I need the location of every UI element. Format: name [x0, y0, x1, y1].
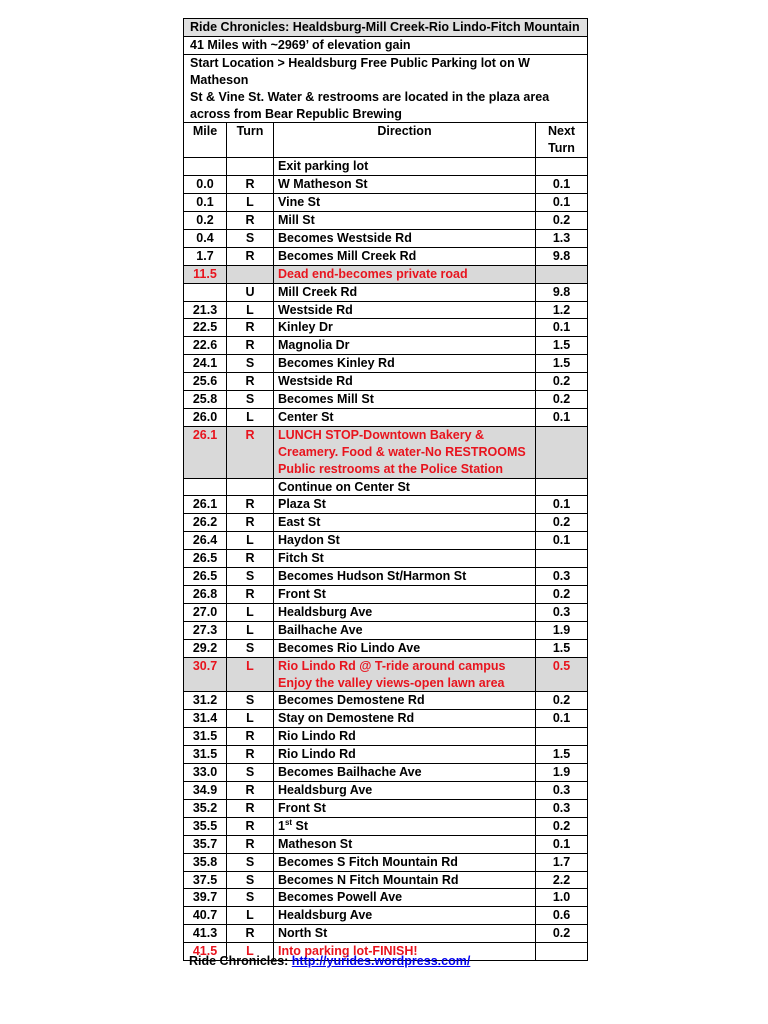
cue-sheet [183, 18, 587, 961]
cue-row [184, 586, 588, 604]
next-turn-cell: 0.2 [536, 586, 588, 604]
cue-row [184, 835, 588, 853]
direction-line: Becomes Bailhache Ave [278, 765, 422, 780]
mile-cell: 25.6 [184, 373, 227, 391]
turn-cell [227, 265, 274, 283]
cue-row [184, 621, 588, 639]
next-turn-cell: 1.9 [536, 621, 588, 639]
direction-cell [274, 373, 536, 391]
next-turn-cell: 2.2 [536, 871, 588, 889]
mile-cell: 31.5 [184, 746, 227, 764]
direction-line: Becomes Mill St [278, 392, 374, 407]
direction-line: Center St [278, 409, 334, 424]
direction-cell [274, 478, 536, 496]
col-header-next-turn [536, 123, 588, 158]
direction-cell [274, 496, 536, 514]
direction-line: Mill Creek Rd [278, 284, 358, 299]
direction-cell [274, 586, 536, 604]
col-header-turn: Turn [227, 123, 274, 158]
next-turn-cell: 0.2 [536, 514, 588, 532]
mile-cell: 41.5 [184, 943, 227, 961]
next-turn-cell: 1.9 [536, 764, 588, 782]
mile-cell [184, 283, 227, 301]
direction-cell [274, 391, 536, 409]
direction-cell [274, 408, 536, 426]
direction-cell [274, 158, 536, 176]
start-location-row [184, 54, 588, 123]
direction-cell [274, 907, 536, 925]
next-turn-cell: 1.5 [536, 639, 588, 657]
direction-line: Kinley Dr [278, 320, 333, 335]
next-turn-cell: 1.0 [536, 889, 588, 907]
cue-row [184, 746, 588, 764]
next-turn-cell [536, 943, 588, 961]
next-turn-cell: 0.1 [536, 176, 588, 194]
turn-cell: R [227, 247, 274, 265]
cue-row [184, 532, 588, 550]
mile-cell: 21.3 [184, 301, 227, 319]
next-turn-cell: 0.1 [536, 194, 588, 212]
cue-row [184, 550, 588, 568]
direction-line: Front St [278, 587, 326, 601]
ride-summary: 41 Miles with ~2969’ of elevation gain [184, 36, 588, 54]
turn-cell: S [227, 871, 274, 889]
mile-cell: 35.5 [184, 817, 227, 835]
mile-cell [184, 158, 227, 176]
turn-cell: R [227, 426, 274, 478]
mile-cell: 39.7 [184, 889, 227, 907]
direction-line: Becomes Powell Ave [278, 890, 403, 905]
mile-cell: 31.4 [184, 710, 227, 728]
mile-cell: 26.5 [184, 568, 227, 586]
cue-row [184, 408, 588, 426]
next-turn-cell: 1.5 [536, 337, 588, 355]
direction-line: LUNCH STOP-Downtown Bakery & [278, 427, 485, 442]
next-turn-cell: 0.2 [536, 391, 588, 409]
mile-cell: 33.0 [184, 764, 227, 782]
direction-line: Becomes Mill Creek Rd [278, 248, 417, 263]
cue-row [184, 764, 588, 782]
turn-cell: R [227, 373, 274, 391]
footer [189, 954, 470, 968]
cue-row [184, 194, 588, 212]
blog-link[interactable]: http://yurides.wordpress.com/ [291, 954, 471, 968]
cue-row [184, 265, 588, 283]
next-turn-cell: 0.2 [536, 692, 588, 710]
next-turn-cell: 0.5 [536, 657, 588, 692]
direction-line: Becomes Kinley Rd [278, 356, 395, 371]
turn-cell: R [227, 337, 274, 355]
turn-cell: R [227, 586, 274, 604]
next-turn-cell: 0.2 [536, 373, 588, 391]
next-turn-cell: 0.2 [536, 211, 588, 229]
cue-row [184, 907, 588, 925]
direction-line: Into parking lot-FINISH! [278, 944, 418, 959]
cue-row [184, 391, 588, 409]
direction-line: 1st St [278, 817, 309, 833]
next-turn-cell [536, 426, 588, 478]
mile-cell: 0.0 [184, 176, 227, 194]
turn-cell: R [227, 319, 274, 337]
turn-cell: L [227, 532, 274, 550]
direction-line: Bailhache Ave [278, 622, 363, 637]
direction-line: Rio Lindo Rd [278, 747, 356, 762]
direction-cell [274, 692, 536, 710]
next-turn-cell: 0.1 [536, 710, 588, 728]
direction-line: Becomes Demostene Rd [278, 693, 425, 708]
turn-cell: R [227, 550, 274, 568]
mile-cell: 26.1 [184, 426, 227, 478]
cue-row [184, 657, 588, 692]
cue-row [184, 514, 588, 532]
col-header-next-line: Next [547, 124, 576, 139]
cue-row [184, 247, 588, 265]
turn-cell: S [227, 229, 274, 247]
cue-row [184, 728, 588, 746]
direction-line: Stay on Demostene Rd [278, 711, 415, 726]
cue-row [184, 337, 588, 355]
mile-cell: 35.7 [184, 835, 227, 853]
mile-cell [184, 478, 227, 496]
turn-cell [227, 478, 274, 496]
direction-line: Plaza St [278, 497, 326, 512]
cue-row [184, 478, 588, 496]
direction-line: Becomes Westside Rd [278, 230, 412, 245]
direction-cell [274, 265, 536, 283]
cue-row [184, 799, 588, 817]
direction-cell [274, 355, 536, 373]
direction-line: Vine St [278, 195, 321, 210]
direction-cell [274, 781, 536, 799]
turn-cell: S [227, 889, 274, 907]
direction-line: Becomes Rio Lindo Ave [278, 640, 421, 655]
cue-row [184, 853, 588, 871]
next-turn-cell: 1.5 [536, 355, 588, 373]
mile-cell: 29.2 [184, 639, 227, 657]
start-location [184, 54, 588, 123]
next-turn-cell: 9.8 [536, 283, 588, 301]
direction-cell [274, 247, 536, 265]
cue-row [184, 692, 588, 710]
turn-cell: S [227, 692, 274, 710]
col-header-next-line: Turn [548, 141, 575, 156]
cue-row [184, 355, 588, 373]
mile-cell: 31.5 [184, 728, 227, 746]
direction-line: Haydon St [278, 533, 340, 548]
turn-cell: R [227, 176, 274, 194]
direction-line: Exit parking lot [278, 159, 369, 174]
direction-cell [274, 319, 536, 337]
cue-row [184, 158, 588, 176]
turn-cell: L [227, 907, 274, 925]
next-turn-cell [536, 158, 588, 176]
turn-cell: R [227, 496, 274, 514]
cue-row [184, 301, 588, 319]
cue-row [184, 871, 588, 889]
next-turn-cell: 0.2 [536, 925, 588, 943]
direction-cell [274, 603, 536, 621]
direction-cell [274, 211, 536, 229]
direction-line: Healdsburg Ave [278, 604, 373, 619]
cue-row [184, 925, 588, 943]
direction-cell [274, 532, 536, 550]
direction-line: Front St [278, 800, 326, 815]
turn-cell: L [227, 301, 274, 319]
cue-row [184, 603, 588, 621]
turn-cell: S [227, 391, 274, 409]
turn-cell: R [227, 746, 274, 764]
direction-cell [274, 817, 536, 835]
next-turn-cell: 0.1 [536, 319, 588, 337]
mile-cell: 34.9 [184, 781, 227, 799]
direction-cell [274, 283, 536, 301]
mile-cell: 27.0 [184, 603, 227, 621]
turn-cell: S [227, 568, 274, 586]
mile-cell: 41.3 [184, 925, 227, 943]
cue-row [184, 496, 588, 514]
turn-cell: S [227, 639, 274, 657]
mile-cell: 26.0 [184, 408, 227, 426]
direction-line: Magnolia Dr [278, 338, 350, 353]
mile-cell: 25.8 [184, 391, 227, 409]
direction-cell [274, 229, 536, 247]
mile-cell: 11.5 [184, 265, 227, 283]
direction-cell [274, 194, 536, 212]
turn-cell: R [227, 925, 274, 943]
cue-row [184, 817, 588, 835]
mile-cell: 27.3 [184, 621, 227, 639]
next-turn-cell: 0.3 [536, 799, 588, 817]
col-header-direction: Direction [274, 123, 536, 158]
cue-row [184, 426, 588, 478]
sheet-title: Ride Chronicles: Healdsburg-Mill Creek-Rio Lindo-Fitch Mountain [184, 19, 588, 37]
mile-cell: 24.1 [184, 355, 227, 373]
direction-cell [274, 639, 536, 657]
turn-cell: S [227, 355, 274, 373]
turn-cell: R [227, 799, 274, 817]
direction-cell [274, 925, 536, 943]
next-turn-cell: 0.6 [536, 907, 588, 925]
mile-cell: 26.4 [184, 532, 227, 550]
direction-line: W Matheson St [278, 177, 368, 192]
direction-cell [274, 764, 536, 782]
next-turn-cell: 1.7 [536, 853, 588, 871]
cue-row [184, 781, 588, 799]
direction-line: Rio Lindo Rd [278, 729, 356, 744]
cue-row [184, 211, 588, 229]
direction-cell [274, 550, 536, 568]
col-header-mile: Mile [184, 123, 227, 158]
mile-cell: 1.7 [184, 247, 227, 265]
start-location-line: Start Location > Healdsburg Free Public Parking lot on W Matheson [190, 55, 530, 87]
direction-cell [274, 710, 536, 728]
mile-cell: 37.5 [184, 871, 227, 889]
turn-cell: L [227, 408, 274, 426]
mile-cell: 22.6 [184, 337, 227, 355]
next-turn-cell: 0.1 [536, 408, 588, 426]
summary-row [184, 36, 588, 54]
mile-cell: 40.7 [184, 907, 227, 925]
next-turn-cell [536, 550, 588, 568]
cue-row [184, 639, 588, 657]
next-turn-cell: 0.3 [536, 781, 588, 799]
next-turn-cell: 0.2 [536, 817, 588, 835]
next-turn-cell: 1.3 [536, 229, 588, 247]
mile-cell: 26.2 [184, 514, 227, 532]
direction-cell [274, 514, 536, 532]
mile-cell: 26.5 [184, 550, 227, 568]
mile-cell: 35.8 [184, 853, 227, 871]
start-location-line: across from Bear Republic Brewing [190, 106, 402, 121]
direction-cell [274, 871, 536, 889]
turn-cell: L [227, 194, 274, 212]
direction-line: Rio Lindo Rd @ T-ride around campus [278, 658, 506, 673]
direction-line: Dead end-becomes private road [278, 266, 468, 281]
direction-line: Continue on Center St [278, 479, 410, 494]
direction-cell [274, 426, 536, 478]
turn-cell: L [227, 657, 274, 692]
footer-label: Ride Chronicles: [189, 954, 292, 968]
turn-cell: S [227, 853, 274, 871]
direction-cell [274, 176, 536, 194]
next-turn-cell: 0.3 [536, 568, 588, 586]
cue-row [184, 373, 588, 391]
direction-cell [274, 337, 536, 355]
direction-cell [274, 657, 536, 692]
mile-cell: 0.1 [184, 194, 227, 212]
turn-cell: R [227, 817, 274, 835]
mile-cell: 30.7 [184, 657, 227, 692]
direction-cell [274, 728, 536, 746]
turn-cell: R [227, 514, 274, 532]
turn-cell: U [227, 283, 274, 301]
mile-cell: 35.2 [184, 799, 227, 817]
turn-cell: L [227, 943, 274, 961]
direction-cell [274, 853, 536, 871]
direction-line: Public restrooms at the Police Station [278, 461, 504, 476]
direction-line: Enjoy the valley views-open lawn area [278, 675, 505, 690]
next-turn-cell: 1.5 [536, 746, 588, 764]
cue-row [184, 710, 588, 728]
next-turn-cell [536, 478, 588, 496]
next-turn-cell [536, 265, 588, 283]
start-location-line: St & Vine St. Water & restrooms are located in the plaza area [190, 89, 550, 104]
next-turn-cell: 1.2 [536, 301, 588, 319]
direction-line: Westside Rd [278, 374, 353, 389]
turn-cell: R [227, 728, 274, 746]
next-turn-cell: 0.1 [536, 532, 588, 550]
cue-row [184, 319, 588, 337]
direction-line: East St [278, 515, 321, 530]
mile-cell: 0.2 [184, 211, 227, 229]
turn-cell [227, 158, 274, 176]
cue-row [184, 283, 588, 301]
direction-line: Becomes Hudson St/Harmon St [278, 569, 467, 584]
direction-line: Fitch St [278, 551, 324, 566]
direction-line: Creamery. Food & water-No RESTROOMS [278, 444, 526, 459]
next-turn-cell: 9.8 [536, 247, 588, 265]
cue-table [183, 18, 588, 961]
title-row [184, 19, 588, 37]
column-header-row [184, 123, 588, 158]
mile-cell: 26.1 [184, 496, 227, 514]
turn-cell: L [227, 621, 274, 639]
direction-line: Becomes S Fitch Mountain Rd [278, 854, 458, 869]
direction-line: Healdsburg Ave [278, 782, 373, 797]
direction-line: Matheson St [278, 836, 353, 851]
mile-cell: 26.8 [184, 586, 227, 604]
direction-cell [274, 301, 536, 319]
direction-line: Westside Rd [278, 302, 353, 317]
next-turn-cell: 0.1 [536, 496, 588, 514]
turn-cell: L [227, 710, 274, 728]
direction-cell [274, 799, 536, 817]
cue-row [184, 176, 588, 194]
direction-cell [274, 568, 536, 586]
turn-cell: R [227, 835, 274, 853]
turn-cell: R [227, 781, 274, 799]
turn-cell: R [227, 211, 274, 229]
mile-cell: 22.5 [184, 319, 227, 337]
direction-cell [274, 621, 536, 639]
cue-row [184, 229, 588, 247]
direction-cell [274, 889, 536, 907]
next-turn-cell: 0.3 [536, 603, 588, 621]
mile-cell: 0.4 [184, 229, 227, 247]
direction-line: North St [278, 926, 328, 941]
next-turn-cell [536, 728, 588, 746]
cue-row [184, 568, 588, 586]
direction-line: Healdsburg Ave [278, 908, 373, 923]
direction-cell [274, 835, 536, 853]
cue-row [184, 889, 588, 907]
next-turn-cell: 0.1 [536, 835, 588, 853]
direction-line: Mill St [278, 212, 315, 227]
direction-cell [274, 746, 536, 764]
turn-cell: S [227, 764, 274, 782]
mile-cell: 31.2 [184, 692, 227, 710]
turn-cell: L [227, 603, 274, 621]
direction-line: Becomes N Fitch Mountain Rd [278, 872, 459, 887]
